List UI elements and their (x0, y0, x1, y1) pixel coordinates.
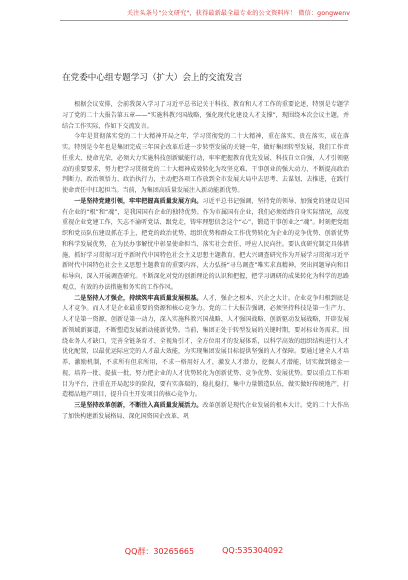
point-heading: 三是坚持改革创新，不断注入高质量发展活力。 (74, 402, 203, 409)
paragraph: 根据会议安排，会前我深入学习了习近平总书记关于科技、教育和人才工作的重要论述，特别是专题学习了党的二十大报告第五章——“实施科教兴国战略，强化现代化建设人才支撑”，现围绕本次会议主题，并结合工作实际，作如下交流发言。 (62, 101, 349, 130)
header-promo-text: 关注头条号"公文研究"，获得最新最全最专业的公文资料库！ 微信：gongwenv (126, 10, 350, 17)
paragraph: 一是坚持党建引领，牢牢把握高质量发展方向。习近平总书记强调，坚持党的领导、加强党的建设是国有企业的“根”和“魂”，是我国国有企业的独特优势。作为市属国有企业，我们必须始终自身实际情况，高度重视企业党建工作，矢志不渝听党话、跟党走，铸牢理想信念这个“心”，锻造干事创业之“魂”。时刻把党组织和党员队伍建设抓在手上，把党的政治优势、组织优势和群众工作优势转化为企业的竞争优势、创新优势和科学发展优势，在为民办事解忧中彰显使命担当、落实社会责任、呼应人民向往。要认真研究制定具体措施，抓好学习贯彻习近平新时代中国特色社会主义思想主题教育，把大兴调查研究作为开展学习贯彻习近平新时代中国特色社会主义思想主题教育的重要内容，大力弘扬“寻乌调查”唯实求真精神，突出问题导向和目标导向，深入开展调查研究。不断深化对党的创新理论的认识和把握，把学习调研的成果转化为科学的思路观点，有效的办法措施和务实的工作作风。 (62, 197, 350, 291)
footer-qq-group: QQ群：30265665 (124, 547, 195, 556)
point-heading: 一是坚持党建引领，牢牢把握高质量发展方向。 (74, 197, 203, 205)
document-title: 在党委中心组专题学习（扩大）会上的交流发言 (62, 73, 243, 83)
footer-contact (0, 546, 408, 557)
point-heading: 二是坚持人才强企，持续筑牢高质量发展根基。 (74, 294, 203, 302)
paragraph: 三是坚持改革创新，不断注入高质量发展活力。改革创新是现代企业发展的根本大计。党的二十大作出了加快构建新发展格局、深化国资国企改革、巩 (62, 402, 350, 420)
document-body (62, 100, 349, 423)
paragraph: 二是坚持人才强企，持续筑牢高质量发展根基。人才，强企之根本、兴企之大计。企业竞争归根到底是人才竞争。而人才是企业最重要的资源和核心竞争力。党的二十大报告强调，必须坚持科技是第一生产力、人才是第一资源、创新是第一动力，深入实施科教兴国战略、人才强国战略、创新驱动发展战略，开辟发展新领域新赛道，不断塑造发展新动能新优势。当前，集团正处于转型发展的关键时期，要对标业务需求、围绕业务人才缺口，完善全链条育才、全视角引才、全方位用才的发展体系，以科学高效的组织结构进行人才优化配置，以最优运际应完的人才最大效能，为实现集团发展目标提供坚强的人才保障。要通过建全人才培养、激励机制，不求所有但求所用，不求一格用好人才，激发人才潜力，挖掘人才潜能，切实做到德金一视，培养一批、提拔一批，努力把企业的人才优势转化为创新优势、竞争优势、发展优势。要以重点工作项目为平台，注重在开局起步的阶段，要有实落瑞的，稳扎稳打，集中力量锻造队伍，做实做好传统地产，打造精品地产项目，提升自主开发项目的核心竞争力。 (62, 294, 350, 399)
header-divider (60, 20, 348, 21)
paragraph: 今年是贯彻落实党的二十大精神开局之年，学习贯彻党的二十大精神，重在落实、贵在落实，成在落实。特别是今年也是集团完成三年国企改革后进一步转型发展的关键一年，做好集团转型发展，我们工作责任重大、使命光荣，必须大力实施科技创新赋能行动，牢牢把握教育优先发展、科技自立自强，人才引领驱动的重要要求，努力把学习贯彻党的二十大精神成效转化为攻坚克难、干事创业的强大动力，不断提高政治判断力、政治领悟力、政治执行力，主动把各项工作放到全市发展大局中去思考、去谋划、去推进，在践行使命责任中扛起担当。当前，为集团高质量发展注入新动能新优势。 (62, 133, 349, 194)
footer-qq-number: QQ:535304092 (222, 546, 284, 555)
